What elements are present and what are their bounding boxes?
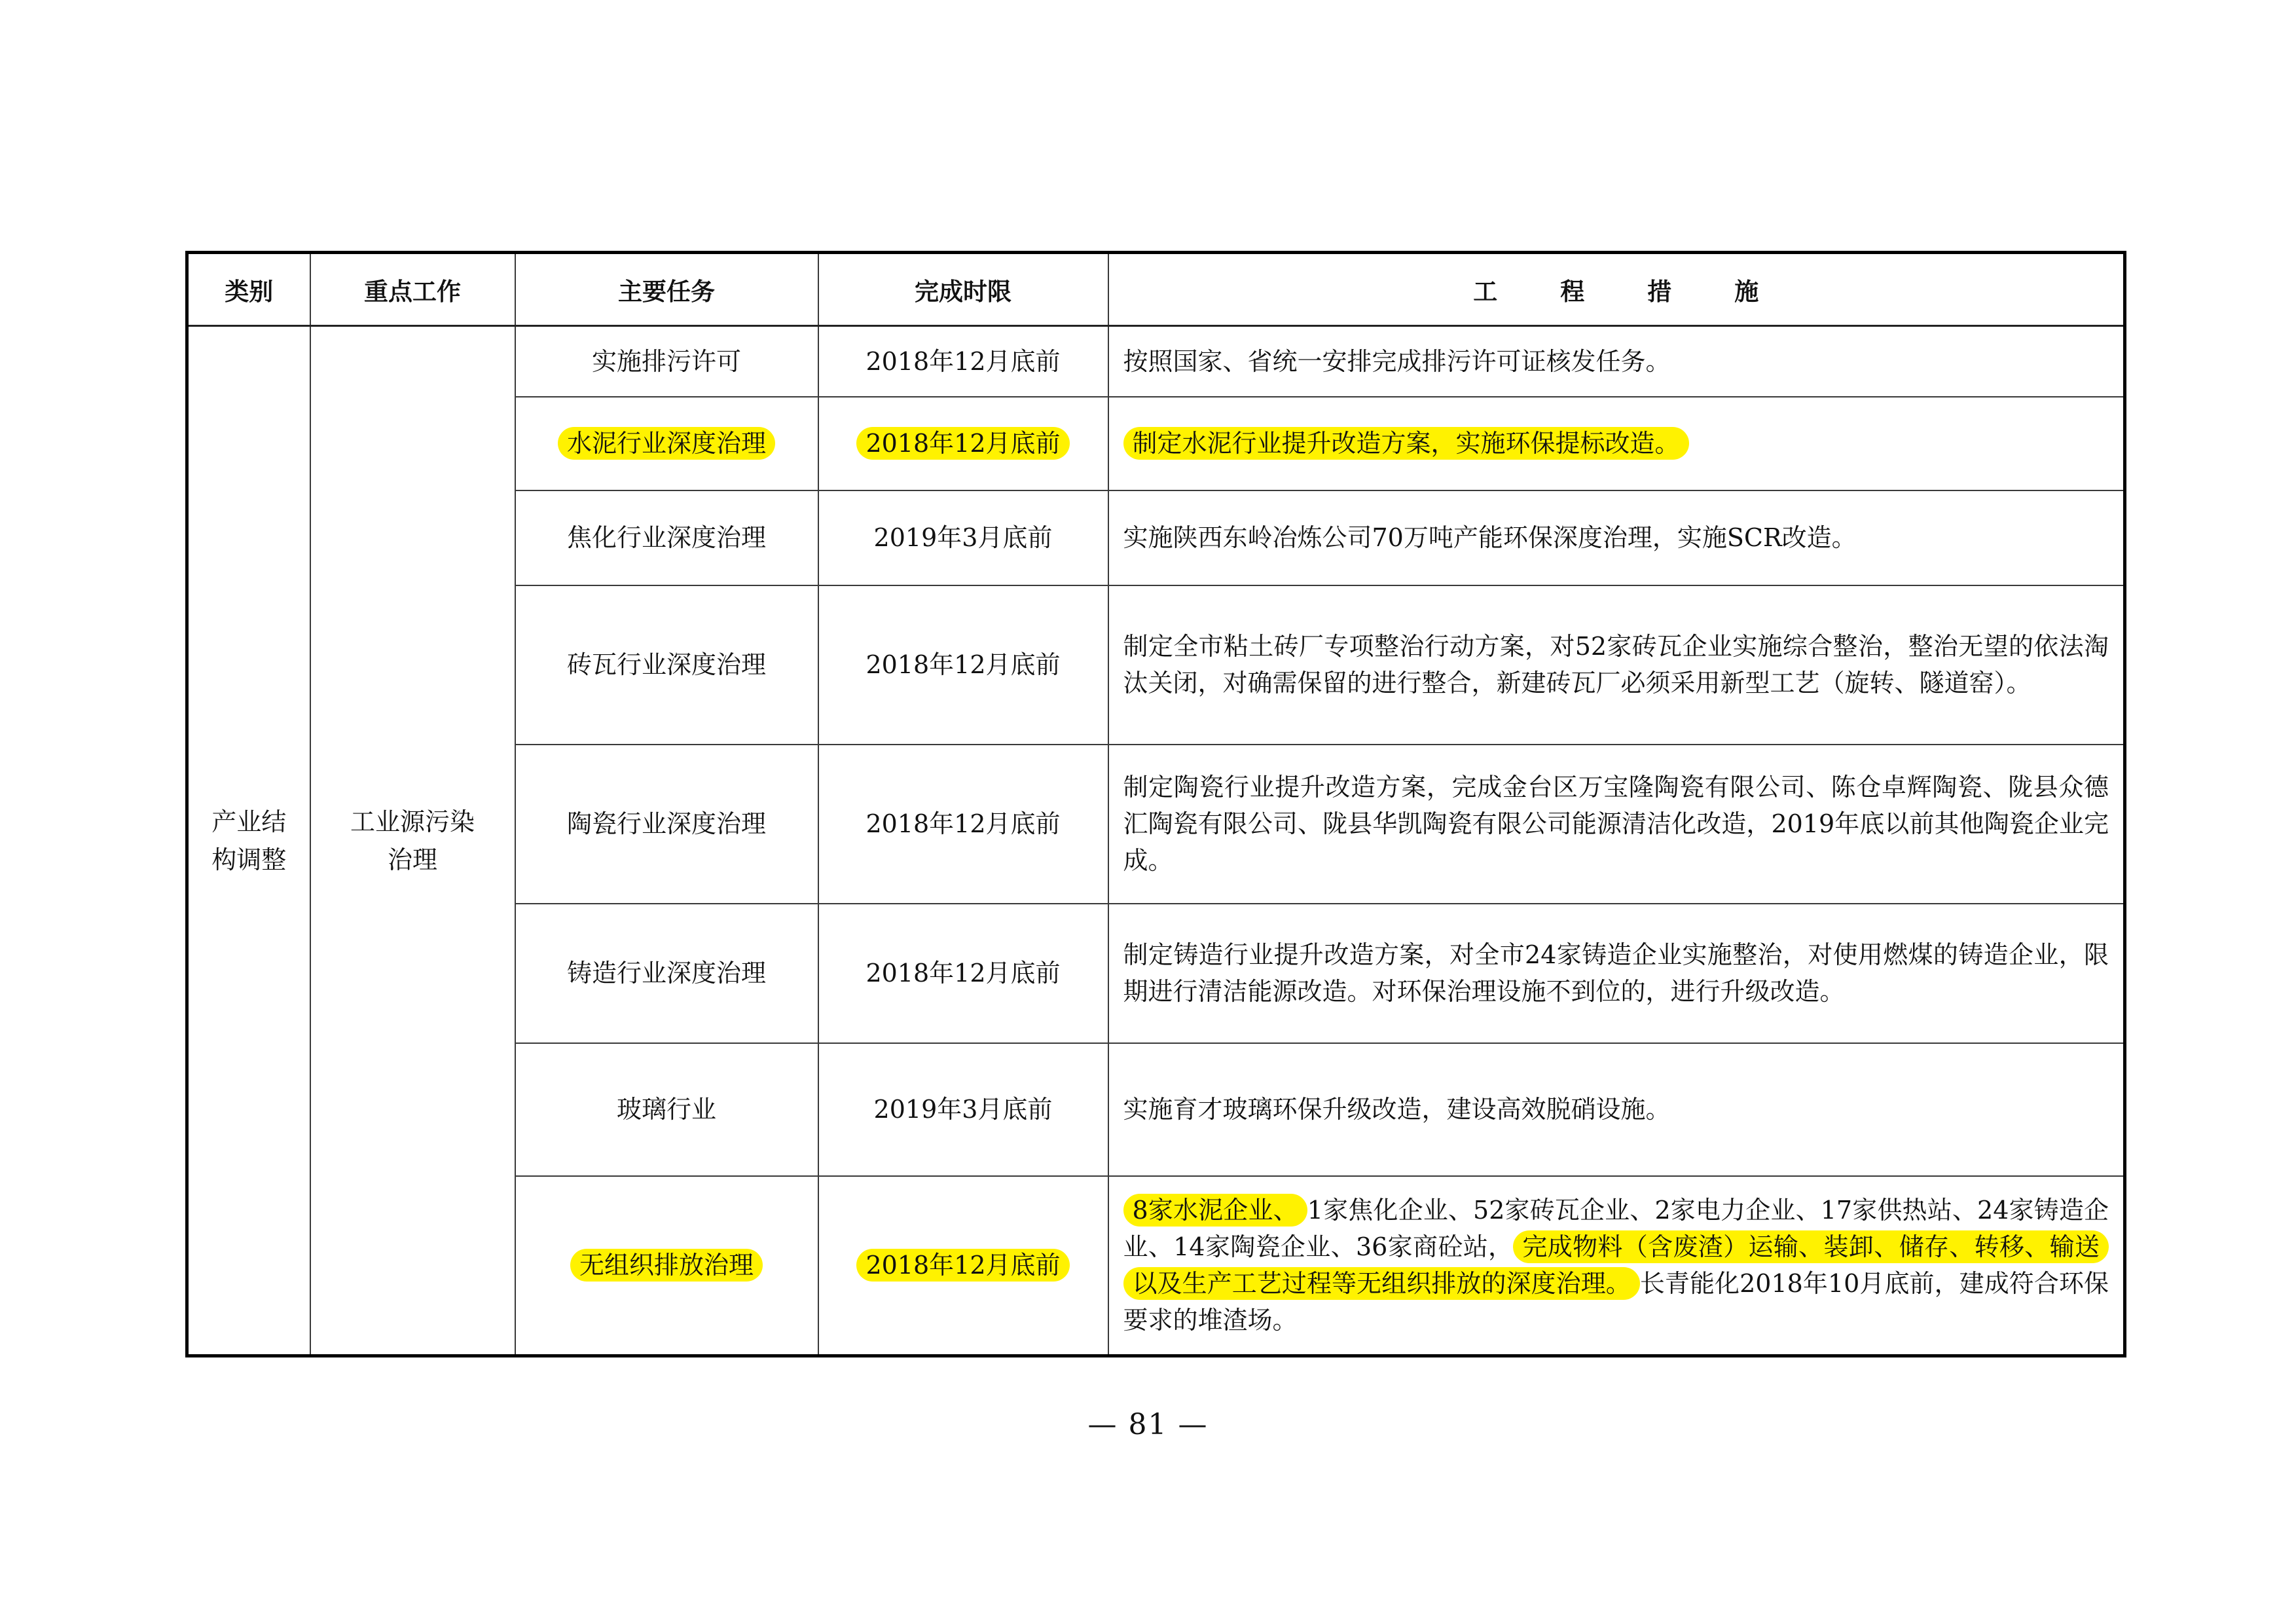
measure-cell: 按照国家、省统一安排完成排污许可证核发任务。 <box>1108 326 2125 397</box>
task-cell: 陶瓷行业深度治理 <box>515 745 818 904</box>
deadline-cell <box>818 1176 1108 1356</box>
page-number: — 81 — <box>1087 1408 1209 1441</box>
highlight-mark: 制定水泥行业提升改造方案，实施环保提标改造。 <box>1123 427 1689 460</box>
measure-text: 1家焦化企业、52家砖瓦企业、2家电力企业、17家供热站、24家铸造企业、14家陶瓷企业、36家商砼站， <box>1123 1196 2109 1262</box>
header-key-work: 重点工作 <box>310 253 515 326</box>
task-cell: 砖瓦行业深度治理 <box>515 585 818 745</box>
category-cell <box>187 326 310 1356</box>
header-deadline: 完成时限 <box>818 253 1108 326</box>
measure-cell: 实施育才玻璃环保升级改造，建设高效脱硝设施。 <box>1108 1043 2125 1176</box>
header-measures-label: 工程措施 <box>1473 278 1822 306</box>
highlight-mark: 2018年12月底前 <box>856 427 1069 460</box>
table-header-row <box>187 253 2125 326</box>
measure-cell: 实施陕西东岭冶炼公司70万吨产能环保深度治理，实施SCR改造。 <box>1108 490 2125 585</box>
highlight-mark: 无组织排放治理 <box>570 1249 763 1282</box>
measure-cell: 制定全市粘土砖厂专项整治行动方案，对52家砖瓦企业实施综合整治，整治无望的依法淘汰关闭，对确需保留的进行整合，新建砖瓦厂必须采用新型工艺（旋转、隧道窑）。 <box>1108 585 2125 745</box>
highlight-mark: 完成物料（含废渣）运输、装卸、储存、转移、输送以及生产工艺过程等无组织排放的深度治理。 <box>1123 1230 2109 1300</box>
task-cell: 铸造行业深度治理 <box>515 904 818 1043</box>
key-work-value: 工业源污染治理 <box>350 807 475 874</box>
task-cell: 焦化行业深度治理 <box>515 490 818 585</box>
measure-cell: 制定陶瓷行业提升改造方案，完成金台区万宝隆陶瓷有限公司、陈仓卓辉陶瓷、陇县众德汇陶瓷有限公司、陇县华凯陶瓷有限公司能源清洁化改造，2019年底以前其他陶瓷企业完成。 <box>1108 745 2125 904</box>
highlight-mark: 2018年12月底前 <box>856 1249 1069 1282</box>
header-task: 主要任务 <box>515 253 818 326</box>
task-cell <box>515 1176 818 1356</box>
deadline-cell <box>818 397 1108 490</box>
measure-cell <box>1108 397 2125 490</box>
measures-table <box>185 251 2126 1357</box>
measure-cell <box>1108 1176 2125 1356</box>
measure-text: 长青能化2018年10月底前，建成符合环保要求的堆渣场。 <box>1123 1269 2109 1335</box>
table-row <box>187 326 2125 397</box>
header-category: 类别 <box>187 253 310 326</box>
key-work-cell <box>310 326 515 1356</box>
deadline-cell: 2018年12月底前 <box>818 585 1108 745</box>
deadline-cell: 2019年3月底前 <box>818 1043 1108 1176</box>
header-measures <box>1108 253 2125 326</box>
highlight-mark: 水泥行业深度治理 <box>558 427 775 460</box>
task-cell <box>515 397 818 490</box>
deadline-cell: 2018年12月底前 <box>818 745 1108 904</box>
measure-cell: 制定铸造行业提升改造方案，对全市24家铸造企业实施整治，对使用燃煤的铸造企业，限期进行清洁能源改造。对环保治理设施不到位的，进行升级改造。 <box>1108 904 2125 1043</box>
deadline-cell: 2019年3月底前 <box>818 490 1108 585</box>
task-cell: 实施排污许可 <box>515 326 818 397</box>
deadline-cell: 2018年12月底前 <box>818 904 1108 1043</box>
deadline-cell: 2018年12月底前 <box>818 326 1108 397</box>
highlight-mark: 8家水泥企业、 <box>1123 1194 1307 1227</box>
category-value: 产业结构调整 <box>211 807 287 874</box>
task-cell: 玻璃行业 <box>515 1043 818 1176</box>
